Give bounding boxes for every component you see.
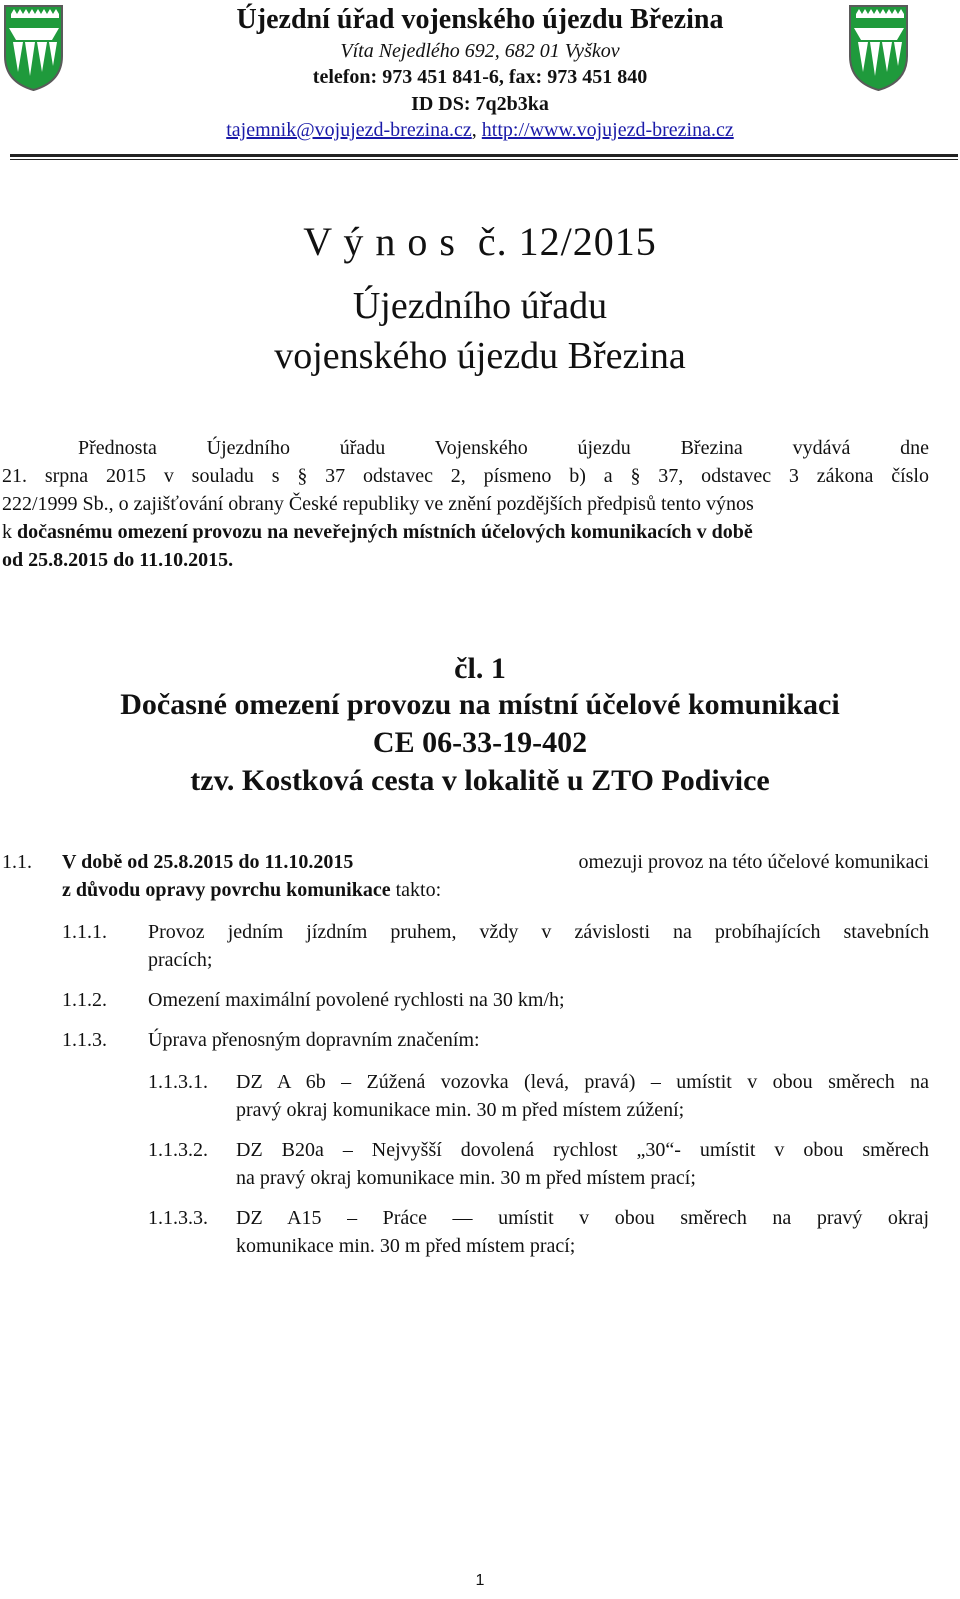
item-number: 1.1.1.: [62, 921, 107, 943]
preamble-line-4-plain: k: [2, 521, 17, 543]
item-number: 1.1.2.: [62, 989, 107, 1011]
preamble-line-4-bold: dočasnému omezení provozu na neveřejných místních účelových komunikacích v době: [17, 521, 753, 543]
coat-of-arms-left-icon: [3, 4, 64, 92]
link-separator: ,: [471, 119, 482, 141]
article-number: čl. 1: [454, 652, 506, 685]
section-intro-rest: omezuji provoz na této účelové komunikaci: [578, 851, 929, 873]
header-divider: [10, 154, 958, 157]
preamble-line-1: Přednosta Újezdního úřadu Vojenského újezdu Březina vydává dne: [78, 437, 929, 459]
section-intro-line-2: [62, 876, 929, 904]
preamble-line-2: 21. srpna 2015 v souladu s § 37 odstavec 2, písmeno b) a § 37, odstavec 3 zákona číslo: [2, 465, 929, 487]
office-address: Víta Nejedlého 692, 682 01 Vyškov: [340, 40, 620, 62]
subitem-number: 1.1.3.1.: [148, 1071, 208, 1093]
subitem-text-cont: komunikace min. 30 m před místem prací;: [236, 1235, 576, 1257]
section-intro: [62, 848, 929, 876]
office-name: Újezdní úřad vojenského újezdu Březina: [236, 4, 724, 35]
issuer-line-1: Újezdního úřadu: [352, 285, 608, 327]
article-heading-line-1: Dočasné omezení provozu na místní účelové komunikaci: [120, 688, 840, 721]
item-text: Omezení maximální povolené rychlosti na 30 km/h;: [148, 989, 565, 1011]
section-number: 1.1.: [2, 851, 32, 873]
article-heading-line-3: tzv. Kostková cesta v lokalitě u ZTO Podivice: [190, 764, 770, 797]
subitem-text: DZ B20a – Nejvyšší dovolená rychlost „30“- umístit v obou směrech: [236, 1139, 929, 1161]
email-link[interactable]: tajemnik@vojujezd-brezina.cz: [226, 119, 472, 141]
item-text: Provoz jedním jízdním pruhem, vždy v závislosti na probíhajících stavebních: [148, 921, 929, 943]
website-link[interactable]: http://www.vojujezd-brezina.cz: [481, 119, 734, 141]
subitem-text: DZ A15 – Práce — umístit v obou směrech na pravý okraj: [236, 1207, 929, 1229]
header-divider-thin: [10, 159, 958, 160]
data-box-id: ID DS: 7q2b3ka: [411, 93, 549, 115]
subitem-number: 1.1.3.3.: [148, 1207, 208, 1229]
contact-links: [130, 119, 830, 142]
subitem-text: DZ A 6b – Zúžená vozovka (levá, pravá) – umístit v obou směrech na: [236, 1071, 929, 1093]
item-text-cont: pracích;: [148, 949, 213, 971]
section-intro-bold: V době od 25.8.2015 do 11.10.2015: [62, 851, 354, 873]
section-reason: z důvodu opravy povrchu komunikace: [62, 879, 391, 901]
coat-of-arms-right-icon: [848, 4, 909, 92]
issuer-line-2: vojenského újezdu Březina: [274, 335, 686, 377]
page-number: 1: [475, 1572, 485, 1589]
preamble-line-3: 222/1999 Sb., o zajišťování obrany České republiky ve znění pozdějších předpisů tento výnos: [2, 493, 754, 515]
article-heading-line-2: CE 06-33-19-402: [372, 726, 588, 759]
subitem-number: 1.1.3.2.: [148, 1139, 208, 1161]
preamble-line-5: od 25.8.2015 do 11.10.2015.: [2, 549, 234, 571]
office-phone: telefon: 973 451 841-6, fax: 973 451 840: [312, 66, 648, 88]
decree-title: V ý n o s č. 12/2015: [303, 219, 657, 264]
section-takto: takto:: [390, 879, 442, 901]
preamble-line-4: [2, 518, 929, 546]
subitem-text-cont: pravý okraj komunikace min. 30 m před místem zúžení;: [236, 1099, 685, 1121]
item-number: 1.1.3.: [62, 1029, 107, 1051]
item-text: Úprava přenosným dopravním značením:: [148, 1029, 480, 1051]
subitem-text-cont: na pravý okraj komunikace min. 30 m před místem prací;: [236, 1167, 696, 1189]
